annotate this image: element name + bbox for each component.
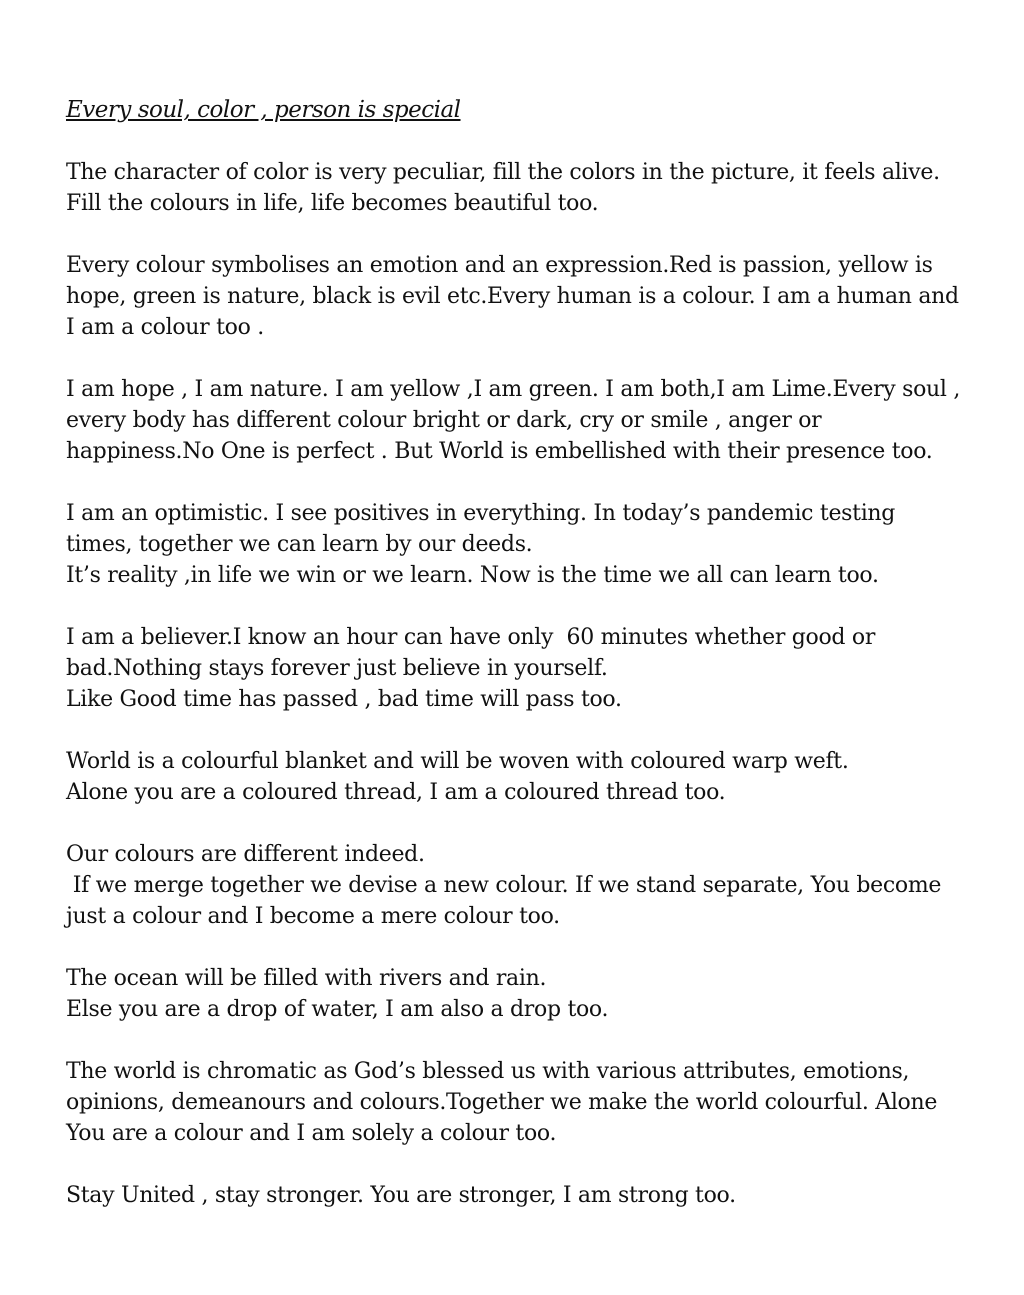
paragraph bbox=[66, 374, 986, 467]
paragraph bbox=[66, 250, 986, 343]
paragraph bbox=[66, 839, 986, 932]
text-line: I am a colour too . bbox=[66, 315, 264, 340]
text-line: Alone you are a coloured thread, I am a coloured thread too. bbox=[66, 780, 726, 805]
text-line: I am a believer.I know an hour can have only 60 minutes whether good or bbox=[66, 625, 876, 650]
text-line: happiness.No One is perfect . But World is embellished with their presence too. bbox=[66, 439, 933, 464]
text-line: The ocean will be filled with rivers and rain. bbox=[66, 966, 547, 991]
paragraph bbox=[66, 1180, 986, 1211]
paragraph bbox=[66, 498, 986, 591]
text-line: Fill the colours in life, life becomes beautiful too. bbox=[66, 191, 599, 216]
document-page bbox=[66, 95, 986, 1211]
text-line: You are a colour and I am solely a colour too. bbox=[66, 1121, 557, 1146]
text-line: just a colour and I become a mere colour too. bbox=[66, 904, 560, 929]
text-line: Like Good time has passed , bad time will pass too. bbox=[66, 687, 622, 712]
text-line: every body has different colour bright or dark, cry or smile , anger or bbox=[66, 408, 822, 433]
text-line: hope, green is nature, black is evil etc.Every human is a colour. I am a human and bbox=[66, 284, 959, 309]
paragraph bbox=[66, 963, 986, 1025]
text-line: times, together we can learn by our deeds. bbox=[66, 532, 533, 557]
paragraph bbox=[66, 1056, 986, 1149]
text-line: The character of color is very peculiar, fill the colors in the picture, it feels alive. bbox=[66, 160, 940, 185]
text-line: opinions, demeanours and colours.Together we make the world colourful. Alone bbox=[66, 1090, 938, 1115]
text-line: bad.Nothing stays forever just believe in yourself. bbox=[66, 656, 608, 681]
text-line: Every colour symbolises an emotion and an expression.Red is passion, yellow is bbox=[66, 253, 933, 278]
paragraph bbox=[66, 157, 986, 219]
text-line: World is a colourful blanket and will be woven with coloured warp weft. bbox=[66, 749, 849, 774]
text-line: It’s reality ,in life we win or we learn. Now is the time we all can learn too. bbox=[66, 563, 879, 588]
document-title: Every soul, color , person is special bbox=[66, 97, 461, 123]
text-line: Else you are a drop of water, I am also a drop too. bbox=[66, 997, 609, 1022]
paragraph bbox=[66, 622, 986, 715]
text-line: Stay United , stay stronger. You are stronger, I am strong too. bbox=[66, 1183, 736, 1208]
text-line: If we merge together we devise a new colour. If we stand separate, You become bbox=[66, 873, 942, 898]
text-line: The world is chromatic as God’s blessed us with various attributes, emotions, bbox=[66, 1059, 910, 1084]
text-line: I am hope , I am nature. I am yellow ,I am green. I am both,I am Lime.Every soul , bbox=[66, 377, 961, 402]
text-line: I am an optimistic. I see positives in everything. In today’s pandemic testing bbox=[66, 501, 896, 526]
text-line: Our colours are different indeed. bbox=[66, 842, 425, 867]
paragraph bbox=[66, 746, 986, 808]
